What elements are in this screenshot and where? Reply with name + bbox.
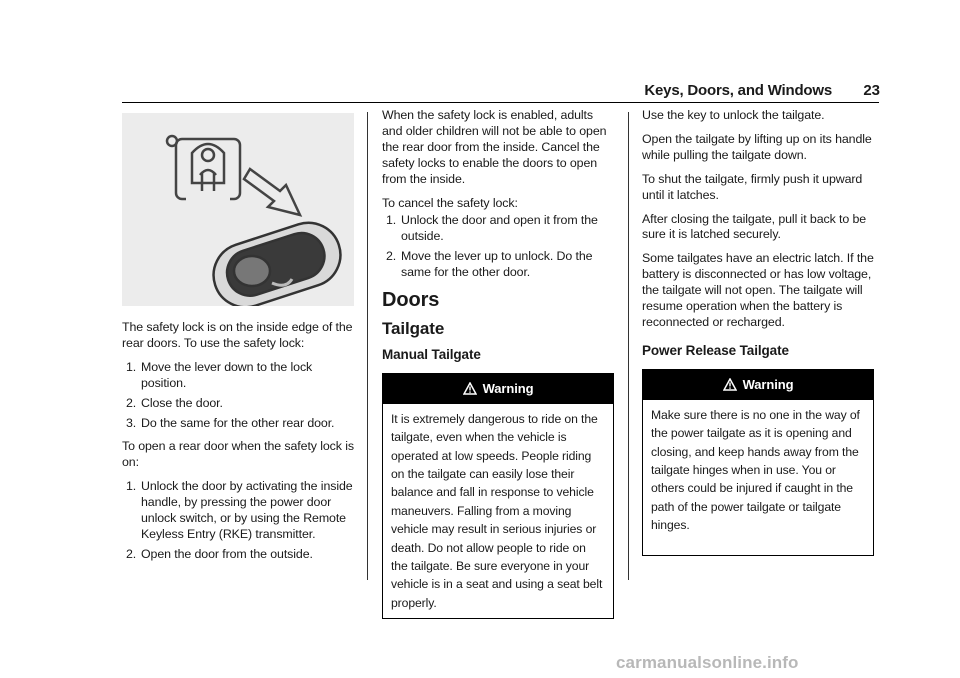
warning-text: Make sure there is no one in the way of the power tailgate as it is opening and closing, and keep hands away from the tailgate hinges when in use. You or others could be injured if caught in the path of the power tailgate or tailgate hinges. — [651, 407, 860, 533]
warning-text: It is extremely dangerous to ride on the tailgate, even when the vehicle is operated at low speeds. People riding on the tailgate can easily lose their balance and fall in response to vehicle maneuvers. Falling from a moving vehicle may result in serious injuries or death. Do not allow people to ride on the tailgate. Be sure everyone in your vehicle is in a seat and using a seat belt properly. — [391, 411, 603, 610]
list-item: 3. Do the same for the other rear door. — [126, 415, 335, 430]
list-item: 2. Close the door. — [126, 395, 223, 410]
manual-tailgate-warning — [382, 373, 614, 619]
column-divider-1 — [367, 112, 368, 580]
safety-lock-illustration — [122, 113, 354, 306]
column-1 — [122, 108, 354, 571]
section-heading-doors: Doors — [382, 289, 440, 312]
warning-triangle-icon — [723, 378, 737, 391]
open-steps-list — [122, 479, 354, 563]
paragraph: Open the tailgate by lifting up on its handle while pulling the tailgate down. — [642, 131, 872, 162]
page-number: 23 — [863, 82, 880, 99]
column-3 — [642, 108, 874, 556]
running-header-title: Keys, Doors, and Windows — [644, 82, 832, 99]
power-tailgate-warning — [642, 369, 874, 556]
list-item: 1. Unlock the door by activating the inside handle, by pressing the power door unlock switch, or by using the Remote Keyless Entry (RKE) transmitter. — [126, 479, 353, 541]
paragraph: Some tailgates have an electric latch. If the battery is disconnected or has low voltage, the tailgate will not open. The tailgate will resume operation when the battery is reconnected or recharged. — [642, 251, 874, 329]
open-rear-door-intro: To open a rear door when the safety lock is on: — [122, 439, 354, 470]
safety-lock-intro: The safety lock is on the inside edge of the rear doors. To use the safety lock: — [122, 320, 353, 350]
watermark: carmanualsonline.info — [616, 653, 799, 672]
warning-header — [643, 370, 873, 400]
subsection-heading-tailgate: Tailgate — [382, 318, 445, 338]
column-divider-2 — [628, 112, 629, 580]
paragraph: After closing the tailgate, pull it back to be sure it is latched securely. — [642, 211, 867, 242]
list-item: 2. Open the door from the outside. — [126, 546, 313, 561]
warning-label: Warning — [482, 380, 534, 396]
warning-header — [383, 374, 613, 404]
lock-steps-list — [122, 360, 354, 432]
cancel-steps-list — [382, 213, 614, 281]
list-item: 1. Unlock the door and open it from the outside. — [386, 213, 598, 244]
header-rule — [122, 102, 879, 103]
heading-power-release-tailgate: Power Release Tailgate — [642, 342, 789, 358]
list-item: 2. Move the lever up to unlock. Do the same for the other door. — [386, 249, 593, 280]
paragraph: To shut the tailgate, firmly push it upward until it latches. — [642, 171, 863, 202]
safety-lock-paragraph: When the safety lock is enabled, adults and older children will not be able to open the rear door from the inside. Cancel the safety locks to enable the doors to open from the inside. — [382, 108, 607, 186]
list-item: 1. Move the lever down to the lock position. — [126, 359, 313, 390]
paragraph: Use the key to unlock the tailgate. — [642, 108, 825, 122]
cancel-lock-intro: To cancel the safety lock: — [382, 195, 518, 210]
column-2 — [382, 108, 614, 619]
child-lock-diagram — [122, 113, 354, 306]
warning-label: Warning — [742, 376, 794, 392]
warning-triangle-icon — [463, 382, 477, 395]
heading-manual-tailgate: Manual Tailgate — [382, 346, 481, 362]
